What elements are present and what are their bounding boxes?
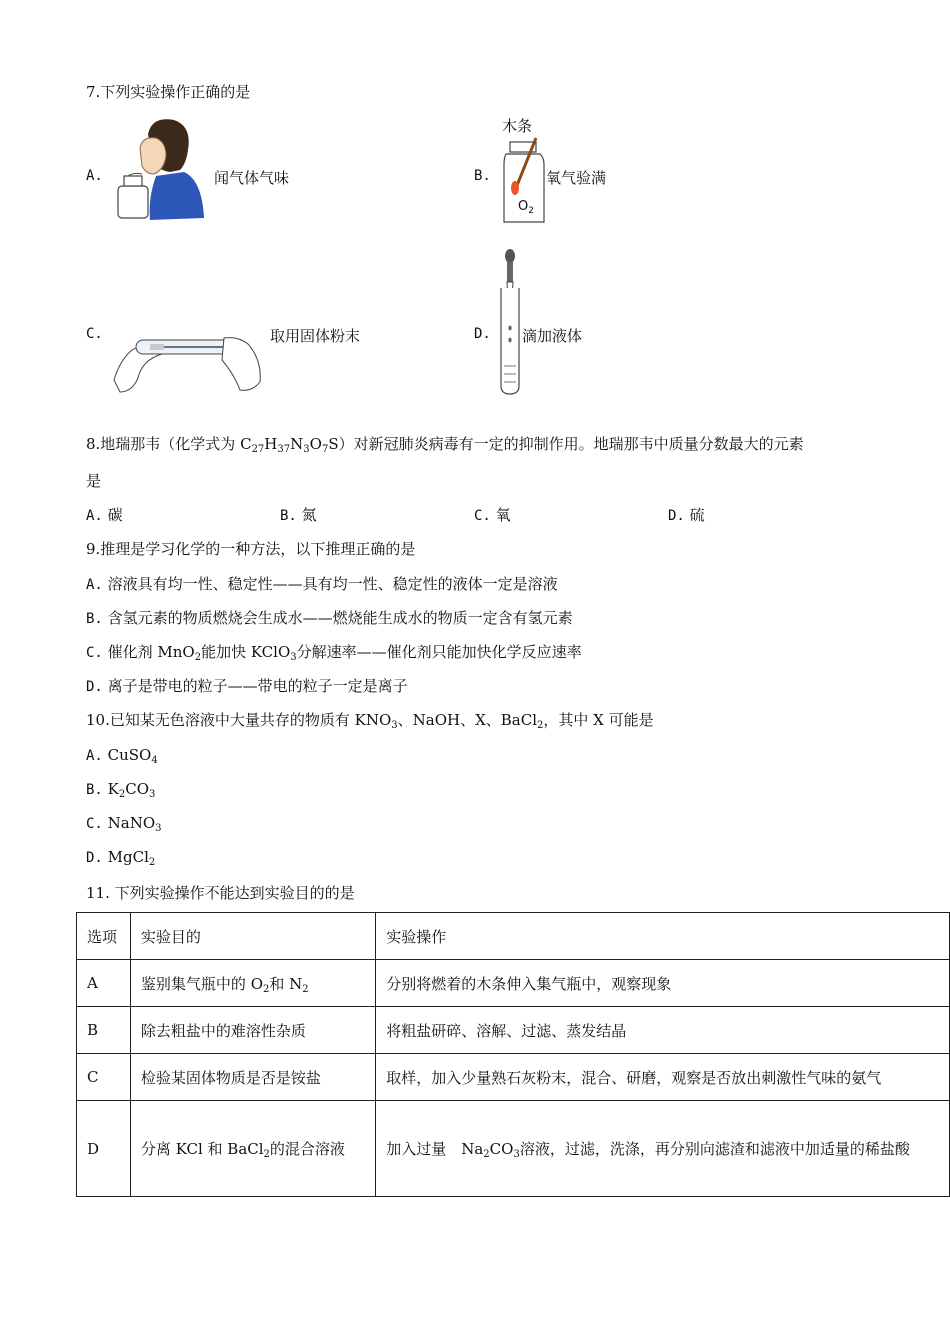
q8-option-c: C. 氧 <box>474 506 511 524</box>
q11-table <box>76 912 950 1197</box>
header-operation: 实验操作 <box>376 913 950 960</box>
q7-option-b-letter: B. <box>474 168 491 184</box>
q7-option-b-text: 氧气验满 <box>546 169 607 187</box>
row-purpose: 除去粗盐中的难溶性杂质 <box>130 1007 375 1054</box>
q9-option-d: D. 离子是带电的粒子——带电的粒子一定是离子 <box>86 677 408 695</box>
q7-stem: 7.下列实验操作正确的是 <box>86 83 251 101</box>
q10-option-a: A. CuSO$_4$ <box>86 746 158 766</box>
oxygen-test-figure <box>496 114 550 226</box>
q9-stem: 9.推理是学习化学的一种方法，以下推理正确的是 <box>86 540 416 558</box>
q10-option-c: C. NaNO$_3$ <box>86 814 162 834</box>
q7-option-c-letter: C. <box>86 326 103 342</box>
q10-stem: 10.已知某无色溶液中大量共存的物质有 $KNO_3$、NaOH、X、BaCl$_2$，其中 X 可能是 <box>86 711 654 731</box>
q11-stem: 11. 下列实验操作不能达到实验目的的是 <box>86 884 355 902</box>
q8-option-b: B. 氮 <box>280 506 317 524</box>
row-operation: 分别将燃着的木条伸入集气瓶中，观察现象 <box>376 960 950 1007</box>
row-operation: 取样，加入少量熟石灰粉末，混合、研磨，观察是否放出刺激性气味的氨气 <box>376 1054 950 1101</box>
table-row <box>77 1007 950 1054</box>
row-operation: 加入过量 $Na_2CO_3$溶液，过滤，洗涤，再分别向滤渣和滤液中加适量的稀盐酸 <box>376 1101 950 1197</box>
row-option: A <box>77 960 131 1007</box>
q7-option-a-letter: A. <box>86 168 103 184</box>
row-purpose: 检验某固体物质是否是铵盐 <box>130 1054 375 1101</box>
row-option: B <box>77 1007 131 1054</box>
table-row <box>77 1054 950 1101</box>
wood-stick-label: 木条 <box>502 117 533 135</box>
table-row <box>77 960 950 1007</box>
q10-option-b: B. $K_2CO_3$ <box>86 780 156 800</box>
q8-option-a: A. 碳 <box>86 506 123 524</box>
dropper-tube-figure <box>496 248 524 396</box>
q8-stem: 8.地瑞那韦（化学式为 $C_{27}H_{37}N_3O_7S$）对新冠肺炎病毒有一定的抑制作用。地瑞那韦中质量分数最大的元素 <box>86 435 804 455</box>
oxygen-formula-label: $O_2$ <box>518 199 534 216</box>
header-purpose: 实验目的 <box>130 913 375 960</box>
q7-option-c-text: 取用固体粉末 <box>270 327 361 345</box>
q7-option-d-text: 滴加液体 <box>522 327 583 345</box>
row-option: D <box>77 1101 131 1197</box>
header-option: 选项 <box>77 913 131 960</box>
q8-option-d: D. 硫 <box>668 506 705 524</box>
row-operation: 将粗盐研碎、溶解、过滤、蒸发结晶 <box>376 1007 950 1054</box>
powder-tube-figure <box>112 320 264 394</box>
row-purpose: 分离 KCl 和 BaCl$_2$的混合溶液 <box>130 1101 375 1197</box>
q9-option-a: A. 溶液具有均一性、稳定性——具有均一性、稳定性的液体一定是溶液 <box>86 575 558 593</box>
smelling-gas-figure <box>112 114 208 222</box>
q9-option-b: B. 含氢元素的物质燃烧会生成水——燃烧能生成水的物质一定含有氢元素 <box>86 609 573 627</box>
q7-option-d-letter: D. <box>474 326 491 342</box>
q10-option-d: D. MgCl$_2$ <box>86 848 156 868</box>
q9-option-c: C. 催化剂 MnO$_2$能加快 KClO$_3$分解速率——催化剂只能加快化学反应速率 <box>86 643 582 663</box>
q7-option-a-text: 闻气体气味 <box>214 169 290 187</box>
q8-stem-line2: 是 <box>86 472 102 490</box>
table-row <box>77 1101 950 1197</box>
row-option: C <box>77 1054 131 1101</box>
row-purpose: 鉴别集气瓶中的 $O_2$和 $N_2$ <box>130 960 375 1007</box>
table-header-row <box>77 913 950 960</box>
